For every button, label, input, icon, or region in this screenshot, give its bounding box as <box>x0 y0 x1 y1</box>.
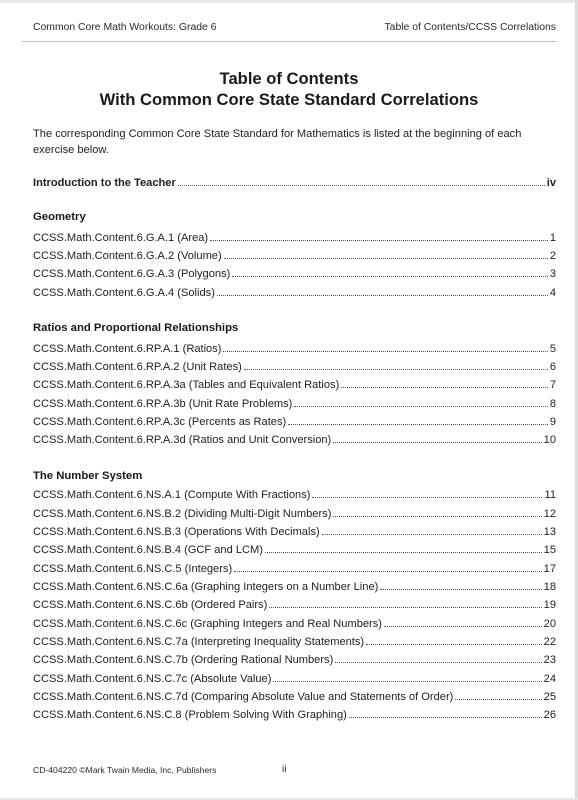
intro-paragraph: The corresponding Common Core State Standard for Mathematics is listed at the beginning of each exercise below. <box>33 128 522 156</box>
toc-entry[interactable] <box>33 248 556 264</box>
toc-entry-page: 24 <box>543 673 556 685</box>
toc-entry[interactable] <box>33 266 556 282</box>
leader-dots <box>333 515 541 517</box>
toc-entry[interactable] <box>33 414 556 430</box>
leader-dots <box>217 294 548 296</box>
toc-entry-page: 8 <box>549 398 556 410</box>
toc-entry[interactable] <box>33 707 556 723</box>
toc-entry-label: CCSS.Math.Content.6.G.A.2 (Volume) <box>33 250 222 262</box>
toc-entry-page: 13 <box>543 526 556 538</box>
leader-dots <box>349 716 542 718</box>
toc-entry[interactable] <box>33 579 556 595</box>
footer-page-number: ii <box>282 764 287 775</box>
toc-entry-page: 12 <box>543 508 556 520</box>
toc-entry-teacher-intro[interactable] <box>33 175 556 191</box>
toc-entry-label: CCSS.Math.Content.6.NS.B.3 (Operations With Decimals) <box>33 526 320 538</box>
toc-entry-page: 20 <box>543 618 556 630</box>
toc-entry-label: CCSS.Math.Content.6.NS.C.7d (Comparing Absolute Value and Statements of Order) <box>33 691 454 703</box>
toc-entry-page: 17 <box>543 563 556 575</box>
toc-entry[interactable] <box>33 671 556 687</box>
toc-entry[interactable] <box>33 396 556 412</box>
toc-entry-page: 6 <box>549 361 556 373</box>
leader-dots <box>232 275 548 277</box>
toc-entry-page: 5 <box>549 343 556 355</box>
toc-entry[interactable] <box>33 285 556 301</box>
leader-dots <box>224 257 548 259</box>
toc-entry-label: CCSS.Math.Content.6.RP.A.3a (Tables and Equivalent Ratios) <box>33 379 340 391</box>
header-rule <box>22 41 556 42</box>
toc-entry-page: 9 <box>549 416 556 428</box>
leader-dots <box>223 350 547 352</box>
toc-entry-label: CCSS.Math.Content.6.RP.A.3b (Unit Rate Problems) <box>33 398 293 410</box>
toc-entry-label: Introduction to the Teacher <box>33 177 176 189</box>
toc-entry-label: CCSS.Math.Content.6.G.A.4 (Solids) <box>33 287 215 299</box>
toc-entry-label: CCSS.Math.Content.6.NS.C.7a (Interpreting Inequality Statements) <box>33 636 365 648</box>
toc-entry-label: CCSS.Math.Content.6.NS.C.8 (Problem Solving With Graphing) <box>33 709 347 721</box>
leader-dots <box>269 606 541 608</box>
toc-entry-page: 22 <box>543 636 556 648</box>
footer-copyright: CD-404220 ©Mark Twain Media, Inc, Publishers <box>33 765 217 775</box>
header-section-title: Table of Contents/CCSS Correlations <box>384 22 556 33</box>
toc-entry[interactable] <box>33 616 556 632</box>
page-title-line-1: Table of Contents <box>219 69 359 88</box>
toc-entry[interactable] <box>33 597 556 613</box>
toc-entry-label: CCSS.Math.Content.6.RP.A.1 (Ratios) <box>33 343 222 355</box>
toc-entry[interactable] <box>33 542 556 558</box>
toc-entry-page: 11 <box>544 489 556 501</box>
toc-entry-label: CCSS.Math.Content.6.RP.A.3c (Percents as Rates) <box>33 416 287 428</box>
toc-entry[interactable] <box>33 652 556 668</box>
toc-entry-label: CCSS.Math.Content.6.NS.B.4 (GCF and LCM) <box>33 544 263 556</box>
leader-dots <box>384 625 542 627</box>
toc-entry[interactable] <box>33 487 556 503</box>
leader-dots <box>210 239 548 241</box>
leader-dots <box>294 405 547 407</box>
toc-entry[interactable] <box>33 506 556 522</box>
toc-entry-page: 19 <box>543 599 556 611</box>
toc-entry-label: CCSS.Math.Content.6.RP.A.2 (Unit Rates) <box>33 361 242 373</box>
leader-dots <box>333 441 541 443</box>
toc-entry-page: 18 <box>543 581 556 593</box>
toc-entry-label: CCSS.Math.Content.6.NS.C.6b (Ordered Pairs) <box>33 599 268 611</box>
toc-entry-label: CCSS.Math.Content.6.G.A.1 (Area) <box>33 232 209 244</box>
toc-entry-page: 23 <box>543 654 556 666</box>
leader-dots <box>265 551 542 553</box>
toc-entry-page: 7 <box>549 379 556 391</box>
toc-entry-page: 25 <box>543 691 556 703</box>
toc-entry-label: CCSS.Math.Content.6.NS.C.7b (Ordering Rational Numbers) <box>33 654 334 666</box>
toc-entry[interactable] <box>33 230 556 246</box>
toc-entry-label: CCSS.Math.Content.6.NS.C.6c (Graphing Integers and Real Numbers) <box>33 618 382 630</box>
section-heading-ratios: Ratios and Proportional Relationships <box>33 322 239 334</box>
leader-dots <box>288 423 548 425</box>
running-header <box>33 22 556 33</box>
page-edge-top <box>0 0 578 3</box>
toc-entry-label: CCSS.Math.Content.6.NS.C.6a (Graphing Integers on a Number Line) <box>33 581 379 593</box>
toc-entry-label: CCSS.Math.Content.6.NS.B.2 (Dividing Multi-Digit Numbers) <box>33 508 332 520</box>
leader-dots <box>178 184 545 186</box>
leader-dots <box>380 588 541 590</box>
toc-entry-label: CCSS.Math.Content.6.RP.A.3d (Ratios and Unit Conversion) <box>33 434 332 446</box>
toc-entry-label: CCSS.Math.Content.6.NS.C.7c (Absolute Value) <box>33 673 272 685</box>
toc-entry-label: CCSS.Math.Content.6.NS.C.5 (Integers) <box>33 563 233 575</box>
leader-dots <box>455 698 541 700</box>
toc-entry-page: 1 <box>549 232 556 244</box>
toc-entry[interactable] <box>33 359 556 375</box>
section-heading-number-system: The Number System <box>33 470 143 482</box>
toc-entry[interactable] <box>33 432 556 448</box>
toc-entry[interactable] <box>33 634 556 650</box>
toc-entry-page: 3 <box>549 268 556 280</box>
toc-entry-label: CCSS.Math.Content.6.NS.A.1 (Compute With Fractions) <box>33 489 311 501</box>
toc-entry[interactable] <box>33 689 556 705</box>
header-book-title: Common Core Math Workouts: Grade 6 <box>33 22 217 33</box>
toc-entry-page: iv <box>546 177 556 189</box>
leader-dots <box>335 661 541 663</box>
toc-entry[interactable] <box>33 341 556 357</box>
page-title-line-2: With Common Core State Standard Correlations <box>99 90 479 109</box>
toc-entry-page: 4 <box>549 287 556 299</box>
toc-entry[interactable] <box>33 377 556 393</box>
toc-entry[interactable] <box>33 524 556 540</box>
toc-entry-page: 2 <box>549 250 556 262</box>
leader-dots <box>234 570 542 572</box>
section-heading-geometry: Geometry <box>33 211 86 223</box>
toc-entry-page: 10 <box>543 434 556 446</box>
leader-dots <box>341 386 548 388</box>
leader-dots <box>322 533 542 535</box>
page-title <box>0 68 578 110</box>
toc-entry-label: CCSS.Math.Content.6.G.A.3 (Polygons) <box>33 268 231 280</box>
toc-entry-page: 15 <box>543 544 556 556</box>
leader-dots <box>244 368 548 370</box>
leader-dots <box>273 680 541 682</box>
toc-entry[interactable] <box>33 561 556 577</box>
leader-dots <box>366 643 542 645</box>
toc-entry-page: 26 <box>543 709 556 721</box>
leader-dots <box>312 496 542 498</box>
